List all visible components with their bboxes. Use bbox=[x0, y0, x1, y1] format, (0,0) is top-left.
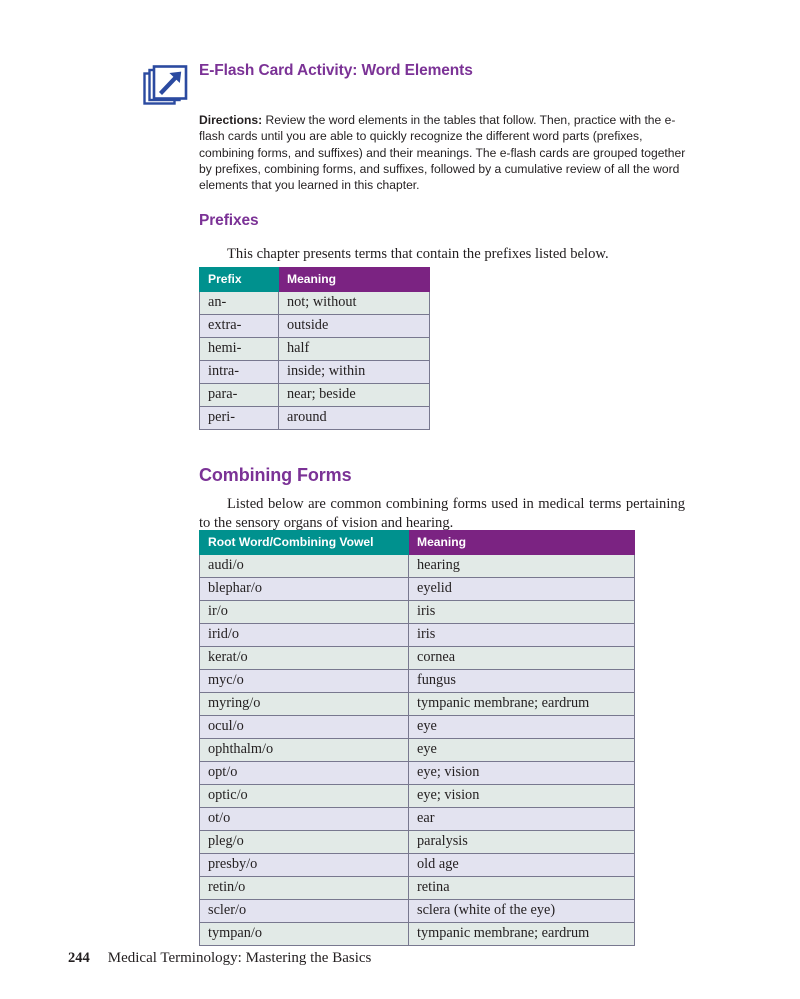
cell-meaning: inside; within bbox=[279, 361, 430, 384]
cell-meaning: not; without bbox=[279, 292, 430, 315]
table-row bbox=[200, 670, 635, 693]
activity-title: E-Flash Card Activity: Word Elements bbox=[199, 62, 473, 79]
cell-root-word: ir/o bbox=[200, 601, 409, 624]
cell-meaning: old age bbox=[409, 854, 635, 877]
prefixes-intro-paragraph: This chapter presents terms that contain the prefixes listed below. bbox=[227, 245, 609, 262]
cell-meaning: half bbox=[279, 338, 430, 361]
table-row bbox=[200, 716, 635, 739]
section-heading-prefixes: Prefixes bbox=[199, 211, 259, 229]
table-row bbox=[200, 808, 635, 831]
cell-meaning: tympanic membrane; eardrum bbox=[409, 923, 635, 946]
table-row bbox=[200, 762, 635, 785]
table-row bbox=[200, 739, 635, 762]
cell-meaning: fungus bbox=[409, 670, 635, 693]
flash-card-arrow-icon bbox=[143, 65, 189, 111]
table-row bbox=[200, 624, 635, 647]
cell-meaning: iris bbox=[409, 624, 635, 647]
cell-root-word: retin/o bbox=[200, 877, 409, 900]
combining-forms-table-body bbox=[200, 555, 635, 946]
cell-root-word: optic/o bbox=[200, 785, 409, 808]
cell-prefix: intra- bbox=[200, 361, 279, 384]
cell-prefix: an- bbox=[200, 292, 279, 315]
table-row bbox=[200, 601, 635, 624]
cell-root-word: blephar/o bbox=[200, 578, 409, 601]
table-row bbox=[200, 578, 635, 601]
cell-root-word: irid/o bbox=[200, 624, 409, 647]
cell-meaning: around bbox=[279, 407, 430, 430]
directions-body: Review the word elements in the tables that follow. Then, practice with the e-flash cards until you are able to quickly recognize the different word parts (prefixes, combining forms, and suffixes) and their meanings. The e-flash cards are grouped together by prefixes, combining forms, and suffixes, followed by a cumulative review of all the word elements that you learned in this chapter. bbox=[199, 113, 686, 192]
cell-meaning: eye bbox=[409, 739, 635, 762]
page-number: 244 bbox=[68, 950, 90, 966]
cell-prefix: extra- bbox=[200, 315, 279, 338]
table-row bbox=[200, 877, 635, 900]
cell-meaning: sclera (white of the eye) bbox=[409, 900, 635, 923]
table-row bbox=[200, 315, 430, 338]
cell-prefix: para- bbox=[200, 384, 279, 407]
cell-root-word: ophthalm/o bbox=[200, 739, 409, 762]
directions-paragraph bbox=[199, 112, 690, 193]
table-row bbox=[200, 292, 430, 315]
cell-root-word: pleg/o bbox=[200, 831, 409, 854]
cell-root-word: kerat/o bbox=[200, 647, 409, 670]
table-row bbox=[200, 923, 635, 946]
cell-meaning: eye; vision bbox=[409, 762, 635, 785]
cell-meaning: near; beside bbox=[279, 384, 430, 407]
cell-meaning: outside bbox=[279, 315, 430, 338]
cell-meaning: hearing bbox=[409, 555, 635, 578]
column-header-prefix: Prefix bbox=[200, 268, 279, 292]
cell-meaning: retina bbox=[409, 877, 635, 900]
cell-meaning: paralysis bbox=[409, 831, 635, 854]
page-footer bbox=[68, 950, 371, 967]
table-row bbox=[200, 361, 430, 384]
table-row bbox=[200, 647, 635, 670]
cell-meaning: iris bbox=[409, 601, 635, 624]
table-row bbox=[200, 338, 430, 361]
cell-prefix: hemi- bbox=[200, 338, 279, 361]
column-header-root-word: Root Word/Combining Vowel bbox=[200, 531, 409, 555]
cell-prefix: peri- bbox=[200, 407, 279, 430]
column-header-meaning: Meaning bbox=[279, 268, 430, 292]
cell-root-word: ot/o bbox=[200, 808, 409, 831]
table-row bbox=[200, 555, 635, 578]
table-row bbox=[200, 693, 635, 716]
prefixes-table bbox=[199, 267, 430, 430]
book-title: Medical Terminology: Mastering the Basics bbox=[107, 950, 372, 966]
table-row bbox=[200, 854, 635, 877]
cell-root-word: ocul/o bbox=[200, 716, 409, 739]
cell-meaning: eye bbox=[409, 716, 635, 739]
table-row bbox=[200, 900, 635, 923]
table-row bbox=[200, 407, 430, 430]
cell-root-word: scler/o bbox=[200, 900, 409, 923]
column-header-meaning: Meaning bbox=[409, 531, 635, 555]
section-heading-combining-forms: Combining Forms bbox=[199, 464, 352, 485]
table-row bbox=[200, 384, 430, 407]
cell-root-word: audi/o bbox=[200, 555, 409, 578]
combining-forms-intro-paragraph: Listed below are common combining forms used in medical terms pertaining to the sensory organs of vision and hearing. bbox=[199, 495, 685, 531]
directions-label: Directions: bbox=[199, 113, 263, 128]
cell-meaning: ear bbox=[409, 808, 635, 831]
cell-root-word: myc/o bbox=[200, 670, 409, 693]
cell-meaning: eye; vision bbox=[409, 785, 635, 808]
table-row bbox=[200, 785, 635, 808]
cell-root-word: tympan/o bbox=[200, 923, 409, 946]
cell-root-word: opt/o bbox=[200, 762, 409, 785]
table-header-row bbox=[200, 268, 430, 292]
combining-forms-table bbox=[199, 530, 635, 946]
cell-meaning: eyelid bbox=[409, 578, 635, 601]
cell-root-word: myring/o bbox=[200, 693, 409, 716]
table-header-row bbox=[200, 531, 635, 555]
cell-meaning: tympanic membrane; eardrum bbox=[409, 693, 635, 716]
cell-meaning: cornea bbox=[409, 647, 635, 670]
table-row bbox=[200, 831, 635, 854]
cell-root-word: presby/o bbox=[200, 854, 409, 877]
